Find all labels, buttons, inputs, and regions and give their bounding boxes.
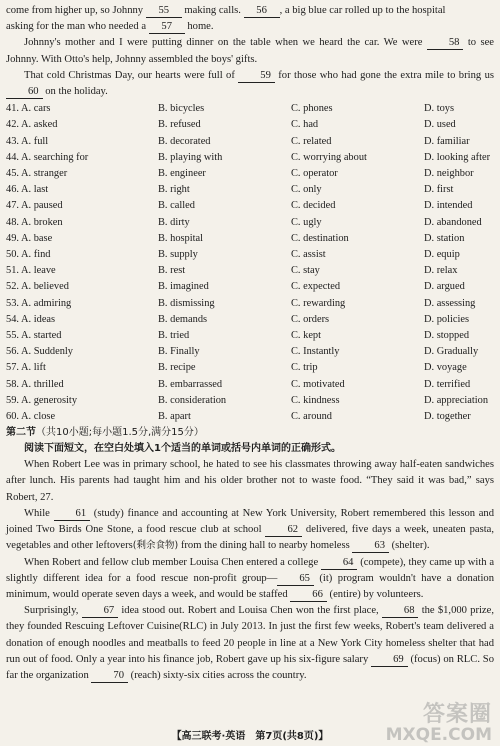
option-c: C. around: [291, 411, 332, 423]
blank-58: 58: [427, 37, 464, 50]
passage2-paragraph-1: When Robert Lee was in primary school, he hated to see his classmates throwing away half-eaten sandwiches after lunch. His parents had taught him and his older brother not to waste food. “They said it was bad,” says Robert, 27.: [6, 459, 494, 503]
answer-options: [6, 101, 494, 425]
option-d: D. abandoned: [424, 216, 482, 228]
option-a: 44. A. searching for: [6, 151, 89, 163]
option-b: B. bicycles: [158, 103, 205, 115]
option-d: D. stopped: [424, 330, 470, 342]
option-row: [6, 231, 494, 247]
option-row: [6, 182, 494, 198]
option-a: 60. A. close: [6, 411, 56, 423]
option-b: B. imagined: [158, 281, 209, 293]
option-b: B. apart: [158, 411, 191, 423]
option-row: [6, 312, 494, 328]
blank-55: 55: [146, 5, 182, 18]
watermark-logo: 答案圈: [422, 702, 492, 727]
option-row: [6, 360, 494, 376]
option-a: 55. A. started: [6, 330, 62, 342]
watermark: [386, 704, 492, 744]
option-d: D. used: [424, 119, 456, 131]
option-a: 41. A. cars: [6, 103, 51, 115]
option-a: 58. A. thrilled: [6, 378, 64, 390]
option-c: C. related: [291, 135, 332, 147]
option-a: 49. A. base: [6, 232, 53, 244]
option-d: D. intended: [424, 200, 473, 212]
option-c: C. assist: [291, 249, 326, 261]
passage2-paragraph-3: [6, 555, 494, 604]
blank-68: 68: [382, 605, 419, 618]
option-row: [6, 150, 494, 166]
blank-56: 56: [244, 5, 280, 18]
option-a: 56. A. Suddenly: [6, 346, 73, 358]
option-d: D. policies: [424, 313, 470, 325]
option-d: D. neighbor: [424, 168, 474, 180]
option-row: [6, 247, 494, 263]
passage2-paragraph-2: [6, 506, 494, 555]
option-a: 54. A. ideas: [6, 313, 56, 325]
watermark-url: MXQE.COM: [385, 725, 492, 745]
text: When Robert and fellow club member Louisa Chen entered a college: [24, 556, 319, 568]
option-row: [6, 409, 494, 425]
option-a: 45. A. stranger: [6, 168, 68, 180]
text: making calls.: [184, 5, 241, 16]
option-c: C. kindness: [291, 394, 340, 406]
blank-59: 59: [238, 70, 275, 83]
option-a: 57. A. lift: [6, 362, 46, 374]
option-b: B. engineer: [158, 168, 206, 180]
text: (focus) on RLC. So far the organization: [6, 653, 494, 681]
blank-60: 60: [6, 86, 43, 99]
blank-62: 62: [265, 524, 302, 537]
option-c: C. destination: [291, 232, 349, 244]
option-a: 47. A. paused: [6, 200, 63, 212]
option-d: D. first: [424, 184, 454, 196]
option-c: C. decided: [291, 200, 336, 212]
option-c: C. phones: [291, 103, 333, 115]
passage1-line1: [6, 3, 494, 19]
option-b: B. rest: [158, 265, 186, 277]
text: to see Johnny. With Otto's help, Johnny assembled the boys' gifts.: [6, 37, 494, 65]
option-b: B. decorated: [158, 135, 211, 147]
option-a: 51. A. leave: [6, 265, 56, 277]
option-row: [6, 198, 494, 214]
option-d: D. Gradually: [424, 346, 479, 358]
option-a: 59. A. generosity: [6, 394, 78, 406]
option-row: [6, 117, 494, 133]
blank-64: 64: [321, 557, 358, 570]
option-c: C. worrying about: [291, 151, 367, 163]
text: home.: [187, 21, 214, 33]
option-c: C. had: [291, 119, 319, 131]
option-b: B. recipe: [158, 362, 196, 374]
blank-67: 67: [82, 605, 119, 618]
option-c: C. motivated: [291, 378, 345, 390]
text: on the holiday.: [45, 86, 108, 98]
option-b: B. dismissing: [158, 297, 215, 309]
text: the $1,000 prize, they founded Rescuing Leftover Cuisine(RLC) in July 2013. In just the first few weeks, Robert's team delivered a donation of enough noodles and meatballs to feed 20 people in line at a New York City homeless shelter that had run out of food. Only a year into his finance job, Robert gave up his six-figure salary: [6, 605, 494, 665]
option-row: [6, 344, 494, 360]
option-d: D. argued: [424, 281, 465, 293]
passage1-paragraph-2: [6, 35, 494, 67]
option-row: [6, 296, 494, 312]
option-a: 48. A. broken: [6, 216, 63, 228]
option-d: D. equip: [424, 249, 460, 261]
option-d: D. appreciation: [424, 394, 489, 406]
option-b: B. playing with: [158, 151, 223, 163]
text: idea stood out. Robert and Louisa Chen won the first place,: [121, 605, 379, 617]
blank-63: 63: [352, 540, 389, 553]
text: come from higher up, so Johnny: [6, 5, 144, 16]
option-a: 43. A. full: [6, 135, 49, 147]
option-b: B. Finally: [158, 346, 200, 358]
blank-69: 69: [371, 654, 408, 667]
option-row: [6, 166, 494, 182]
option-d: D. voyage: [424, 362, 467, 374]
text: , a big blue car rolled up to the hospital: [279, 5, 446, 16]
option-a: 50. A. find: [6, 249, 51, 261]
text: Surprisingly,: [24, 605, 79, 617]
blank-66: 66: [290, 589, 327, 602]
option-a: 42. A. asked: [6, 119, 58, 131]
option-c: C. only: [291, 184, 322, 196]
option-a: 52. A. believed: [6, 281, 69, 293]
option-b: B. consideration: [158, 394, 227, 406]
option-row: [6, 328, 494, 344]
option-row: [6, 393, 494, 409]
option-c: C. trip: [291, 362, 318, 374]
blank-70: 70: [91, 670, 128, 683]
option-b: B. tried: [158, 330, 190, 342]
option-d: D. terrified: [424, 378, 471, 390]
option-row: [6, 134, 494, 150]
option-c: C. Instantly: [291, 346, 340, 358]
option-c: C. rewarding: [291, 297, 346, 309]
blank-61: 61: [54, 508, 91, 521]
text: While: [24, 507, 50, 519]
option-b: B. demands: [158, 313, 208, 325]
chinese-gloss: (剩余食物): [132, 540, 179, 552]
text: asking for the man who needed a: [6, 21, 147, 33]
text: That cold Christmas Day, our hearts were full of: [24, 69, 235, 81]
option-c: C. ugly: [291, 216, 322, 228]
option-row: [6, 263, 494, 279]
text: (reach) sixty-six cities across the country.: [130, 669, 307, 681]
option-b: B. refused: [158, 119, 201, 131]
section-heading: [6, 425, 494, 441]
option-a: 53. A. admiring: [6, 297, 72, 309]
section-title: 第二节: [6, 427, 36, 439]
page-footer: 【高三联考·英语 第7页(共8页)】: [171, 731, 329, 742]
option-d: D. relax: [424, 265, 458, 277]
blank-65: 65: [277, 573, 314, 586]
option-b: B. dirty: [158, 216, 190, 228]
option-d: D. station: [424, 232, 465, 244]
blank-57: 57: [149, 21, 185, 34]
text: delivered, five days a week, uneaten pasta, vegetables and other leftovers: [6, 524, 494, 552]
option-c: C. operator: [291, 168, 338, 180]
passage1-line2: [6, 19, 494, 35]
option-b: B. called: [158, 200, 195, 212]
option-d: D. toys: [424, 103, 455, 115]
option-b: B. supply: [158, 249, 198, 261]
option-b: B. hospital: [158, 232, 204, 244]
option-row: [6, 377, 494, 393]
option-c: C. expected: [291, 281, 341, 293]
text: (shelter).: [391, 540, 430, 552]
option-b: B. right: [158, 184, 190, 196]
option-d: D. looking after: [424, 151, 491, 163]
text: from the dining hall to nearby homeless: [180, 540, 350, 552]
option-c: C. stay: [291, 265, 320, 277]
option-row: [6, 101, 494, 117]
option-row: [6, 279, 494, 295]
option-c: C. orders: [291, 313, 330, 325]
passage1-paragraph-3: [6, 68, 494, 100]
text: (it) program wouldn't have a donation minimum, would operate seven days a week, and would be staffed: [6, 572, 495, 600]
option-d: D. assessing: [424, 297, 476, 309]
option-a: 46. A. last: [6, 184, 49, 196]
option-b: B. embarrassed: [158, 378, 223, 390]
text: (study) finance and accounting at New York University, Robert remembered this lesson and joined Two Birds One Stone, a food rescue club at school: [6, 507, 494, 536]
section-points: （共10小题;每小题1.5分,满分15分）: [36, 427, 204, 439]
text: Johnny's mother and I were putting dinner on the table when we heard the car. We were: [24, 37, 423, 49]
option-row: [6, 215, 494, 231]
option-d: D. familiar: [424, 135, 470, 147]
text: (entire) by volunteers.: [329, 588, 424, 600]
option-d: D. together: [424, 411, 471, 423]
option-c: C. kept: [291, 330, 322, 342]
text: (compete), they came up with a slightly different idea for a food rescue non-profit group—: [6, 556, 495, 584]
text: for those who had gone the extra mile to bring us: [278, 69, 494, 81]
section-instruction: 阅读下面短文，在空白处填入1个适当的单词或括号内单词的正确形式。: [24, 443, 341, 455]
passage2-paragraph-4: [6, 603, 494, 684]
